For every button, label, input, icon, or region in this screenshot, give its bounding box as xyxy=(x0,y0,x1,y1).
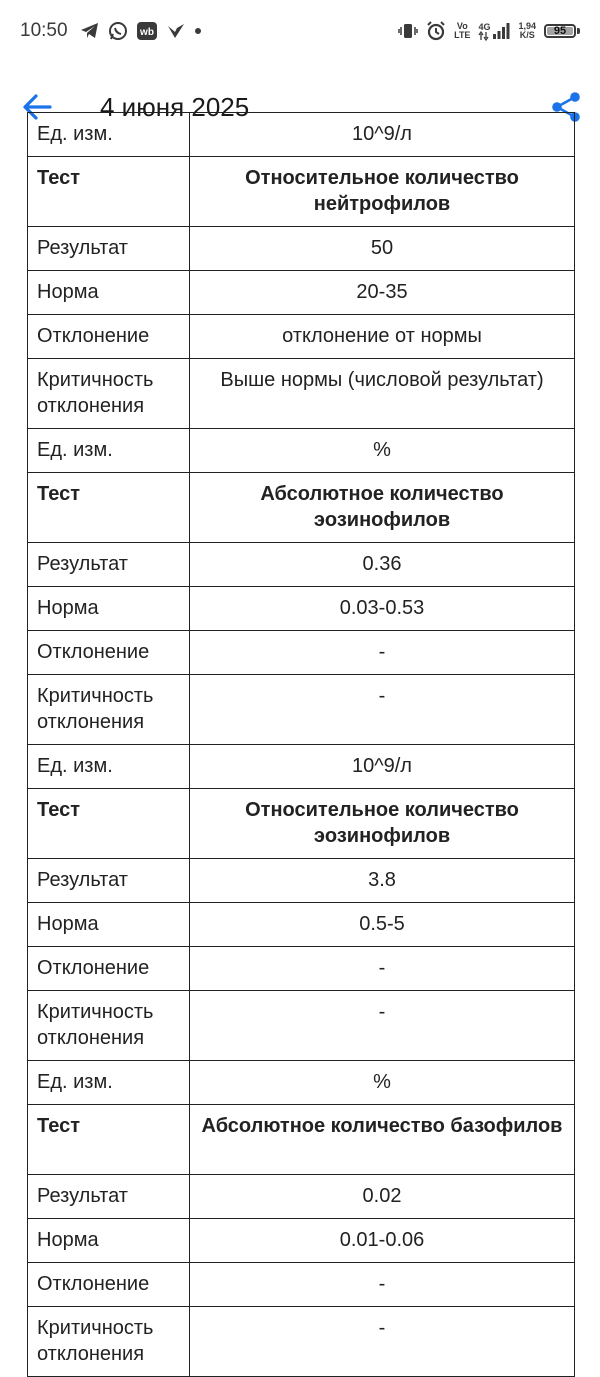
row-label: Результат xyxy=(28,543,190,587)
battery-icon xyxy=(544,24,580,38)
row-label: Отклонение xyxy=(28,947,190,991)
table-row xyxy=(28,859,575,903)
row-label: Критичность отклонения xyxy=(28,991,190,1061)
row-label: Тест xyxy=(28,1105,190,1175)
vibrate-icon xyxy=(398,22,418,40)
page-title: 4 июня 2025 xyxy=(100,91,250,122)
row-value: 10^9/л xyxy=(190,745,575,789)
row-value: 3.8 xyxy=(190,859,575,903)
row-value: 0.03-0.53 xyxy=(190,587,575,631)
row-label: Норма xyxy=(28,587,190,631)
test-header-row xyxy=(28,1105,575,1175)
test-header-row xyxy=(28,789,575,859)
row-label: Критичность отклонения xyxy=(28,359,190,429)
row-value: - xyxy=(190,631,575,675)
table-row xyxy=(28,903,575,947)
speed-value: 1,94 xyxy=(518,21,536,31)
volte-bottom-text: LTE xyxy=(454,30,471,40)
row-label: Ед. изм. xyxy=(28,429,190,473)
speed-indicator xyxy=(518,22,536,40)
test-header-row xyxy=(28,157,575,227)
row-value: - xyxy=(190,947,575,991)
row-label: Отклонение xyxy=(28,315,190,359)
test-name: Относительное количество нейтрофилов xyxy=(190,157,575,227)
table-row xyxy=(28,271,575,315)
whatsapp-icon xyxy=(108,21,128,41)
test-name: Абсолютное количество базофилов xyxy=(190,1105,575,1175)
row-value: 50 xyxy=(190,227,575,271)
row-value: % xyxy=(190,429,575,473)
row-value: - xyxy=(190,1307,575,1377)
status-time: 10:50 xyxy=(20,20,68,41)
signal-icon xyxy=(478,22,510,40)
table-row xyxy=(28,631,575,675)
table-row xyxy=(28,675,575,745)
row-value: 10^9/л xyxy=(190,113,575,157)
table-row xyxy=(28,359,575,429)
table-row xyxy=(28,227,575,271)
table-row xyxy=(28,1307,575,1377)
table-row xyxy=(28,315,575,359)
row-label: Норма xyxy=(28,1219,190,1263)
row-label: Тест xyxy=(28,157,190,227)
results-table-body xyxy=(28,113,575,1377)
battery-body xyxy=(544,24,576,38)
table-row xyxy=(28,1061,575,1105)
wildberries-icon xyxy=(136,21,158,41)
row-value: 0.01-0.06 xyxy=(190,1219,575,1263)
row-value: 0.36 xyxy=(190,543,575,587)
row-value: 20-35 xyxy=(190,271,575,315)
speed-unit: K/S xyxy=(519,30,535,40)
row-label: Тест xyxy=(28,789,190,859)
row-label: Ед. изм. xyxy=(28,745,190,789)
row-label: Тест xyxy=(28,473,190,543)
results-scroll-area[interactable] xyxy=(0,123,600,1366)
table-row xyxy=(28,947,575,991)
row-label: Норма xyxy=(28,903,190,947)
status-right xyxy=(398,21,580,41)
row-label: Результат xyxy=(28,227,190,271)
volte-icon xyxy=(454,22,470,40)
status-bar xyxy=(0,0,600,62)
table-row xyxy=(28,113,575,157)
row-label: Результат xyxy=(28,859,190,903)
results-table xyxy=(27,112,575,1377)
test-name: Абсолютное количество эозинофилов xyxy=(190,473,575,543)
vk-tick-icon xyxy=(166,22,186,40)
table-row xyxy=(28,543,575,587)
table-row xyxy=(28,745,575,789)
row-value: - xyxy=(190,1263,575,1307)
volte-top-text: Vo xyxy=(456,21,468,31)
row-label: Критичность отклонения xyxy=(28,1307,190,1377)
telegram-icon xyxy=(80,22,100,40)
table-row xyxy=(28,1219,575,1263)
svg-text:wb: wb xyxy=(139,27,154,38)
row-value: Выше нормы (числовой результат) xyxy=(190,359,575,429)
row-label: Результат xyxy=(28,1175,190,1219)
status-left xyxy=(20,20,202,42)
test-header-row xyxy=(28,473,575,543)
row-label: Ед. изм. xyxy=(28,113,190,157)
row-value: - xyxy=(190,991,575,1061)
row-label: Ед. изм. xyxy=(28,1061,190,1105)
table-row xyxy=(28,587,575,631)
row-label: Отклонение xyxy=(28,1263,190,1307)
table-row xyxy=(28,991,575,1061)
row-value: отклонение от нормы xyxy=(190,315,575,359)
row-value: 0.5-5 xyxy=(190,903,575,947)
alarm-icon xyxy=(426,21,446,41)
table-row xyxy=(28,1263,575,1307)
row-label: Отклонение xyxy=(28,631,190,675)
row-value: 0.02 xyxy=(190,1175,575,1219)
row-label: Критичность отклонения xyxy=(28,675,190,745)
battery-nub xyxy=(577,28,580,34)
notification-dot-icon xyxy=(194,27,202,35)
row-value: - xyxy=(190,675,575,745)
test-name: Относительное количество эозинофилов xyxy=(190,789,575,859)
battery-level: 95 xyxy=(547,27,573,35)
table-row xyxy=(28,1175,575,1219)
row-value: % xyxy=(190,1061,575,1105)
table-row xyxy=(28,429,575,473)
row-label: Норма xyxy=(28,271,190,315)
network-type-text: 4G xyxy=(478,21,491,32)
